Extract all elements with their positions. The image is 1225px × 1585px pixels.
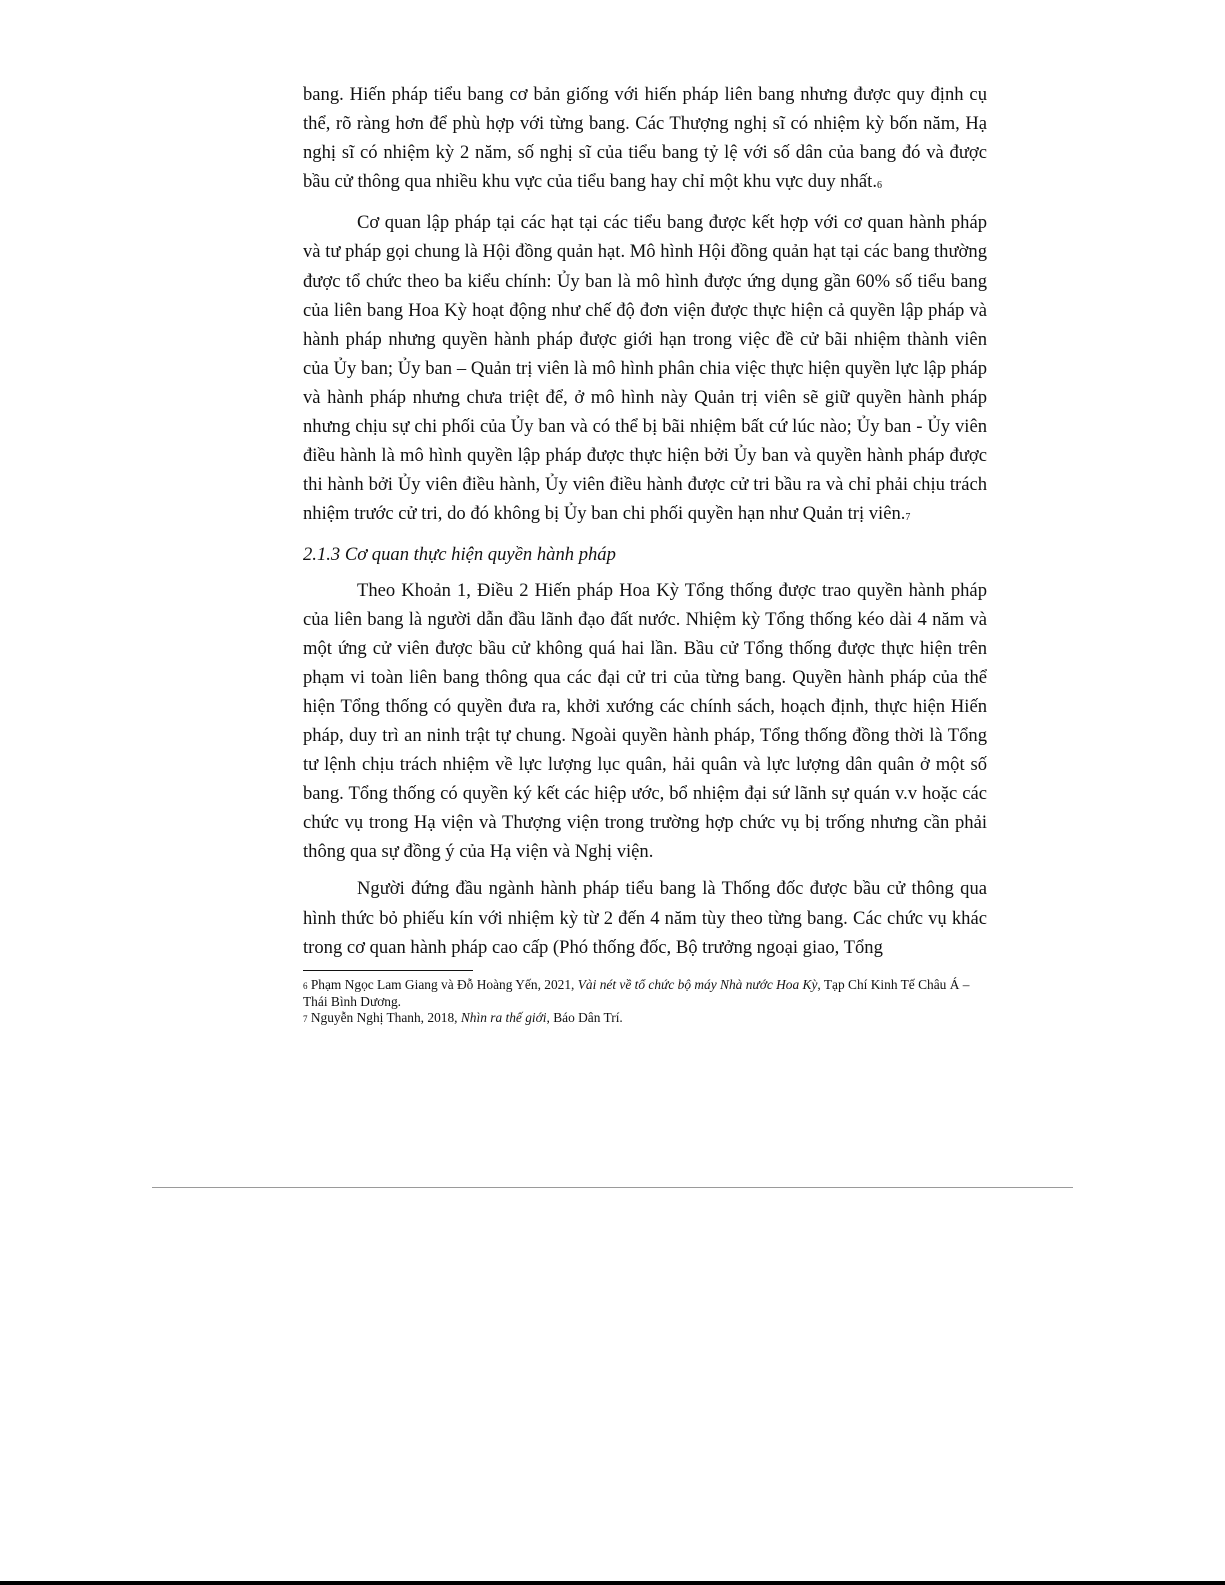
footnote [303,1010,987,1027]
bottom-edge-bar [0,1581,1225,1585]
footnote-reference[interactable]: 7 [905,512,911,524]
footnote-mark: 6 [303,980,308,991]
body-paragraph [303,576,987,867]
footnote-title: Vài nét về tổ chức bộ máy Nhà nước Hoa Kỳ [577,976,818,992]
footnote-reference[interactable]: 6 [876,180,882,192]
footnote-text: , Tạp Chí Kinh Tế Châu Á – Thái Bình Dương. [303,976,970,1009]
footnote-text: Nguyễn Nghị Thanh, 2018, [307,1010,461,1026]
footnote-mark: 7 [303,1014,308,1025]
footnote-text: , Báo Dân Trí. [546,1010,623,1026]
page-content [303,80,987,1027]
body-paragraph [303,80,987,200]
paragraph-text: Cơ quan lập pháp tại các hạt tại các tiểu bang được kết hợp với cơ quan hành pháp và tư pháp gọi chung là Hội đồng quản hạt. Mô hình Hội đồng quản hạt tại các bang thường được tổ chức theo ba kiểu chính: Ủy ban là mô hình được ứng dụng gần 60% số tiểu bang của liên bang Hoa Kỳ hoạt động như chế độ đơn viện được thực hiện cả quyền lập pháp và hành pháp nhưng quyền hành pháp được giới hạn trong việc đề cử bãi nhiệm thành viên của Ủy ban; Ủy ban – Quản trị viên là mô hình phân chia việc thực hiện quyền lực lập pháp và hành pháp nhưng chưa triệt để, ở mô hình này Quản trị viên sẽ giữ quyền hành pháp nhưng chịu sự chi phối của Ủy ban và có thể bị bãi nhiệm bất cứ lúc nào; Ủy ban - Ủy viên điều hành là mô hình quyền lập pháp được thực hiện bởi Ủy ban và quyền hành pháp được thi hành bởi Ủy viên điều hành, Ủy viên điều hành được cử tri bầu ra và chỉ phải chịu trách nhiệm trước cử tri, do đó không bị Ủy ban chi phối quyền hạn như Quản trị viên. [303,212,987,525]
paragraph-text: Người đứng đầu ngành hành pháp tiểu bang là Thống đốc được bầu cử thông qua hình thức bỏ phiếu kín với nhiệm kỳ từ 2 đến 4 năm tùy theo từng bang. Các chức vụ khác trong cơ quan hành pháp cao cấp (Phó thống đốc, Bộ trưởng ngoại giao, Tổng [303,878,987,958]
page-break-line [152,1187,1073,1188]
footnote [303,977,987,1010]
section-heading: 2.1.3 Cơ quan thực hiện quyền hành pháp [303,544,616,566]
paragraph-text: Theo Khoản 1, Điều 2 Hiến pháp Hoa Kỳ Tổng thống được trao quyền hành pháp của liên bang là người dẫn đầu lãnh đạo đất nước. Nhiệm kỳ Tổng thống kéo dài 4 năm và một ứng cử viên được bầu cử không quá hai lần. Bầu cử Tổng thống được thực hiện trên phạm vi toàn liên bang thông qua các đại cử tri của từng bang. Quyền hành pháp của thể hiện Tổng thống có quyền đưa ra, khởi xướng các chính sách, hoạch định, thực hiện Hiến pháp, duy trì an ninh trật tự chung. Ngoài quyền hành pháp, Tổng thống đồng thời là Tổng tư lệnh chịu trách nhiệm về lực lượng lục quân, hải quân và lực lượng dân quân ở một số bang. Tổng thống có quyền ký kết các hiệp ước, bổ nhiệm đại sứ lãnh sự quán v.v hoặc các chức vụ trong Hạ viện và Thượng viện trong trường hợp chức vụ bị trống nhưng cần phải thông qua sự đồng ý của Hạ viện và Nghị viện. [303,579,987,863]
body-paragraph [303,874,987,961]
footnote-title: Nhìn ra thế giới [460,1010,547,1026]
body-paragraph [303,208,987,532]
footnote-separator [303,970,473,971]
footnote-text: Phạm Ngọc Lam Giang và Đỗ Hoàng Yến, 2021, [307,976,578,992]
paragraph-text: bang. Hiến pháp tiểu bang cơ bản giống với hiến pháp liên bang nhưng được quy định cụ thể, rõ ràng hơn để phù hợp với từng bang. Các Thượng nghị sĩ có nhiệm kỳ bốn năm, Hạ nghị sĩ có nhiệm kỳ 2 năm, số nghị sĩ của tiểu bang tỷ lệ với số dân của bang đó và được bầu cử thông qua nhiều khu vực của tiểu bang hay chỉ một khu vực duy nhất. [303,84,987,193]
